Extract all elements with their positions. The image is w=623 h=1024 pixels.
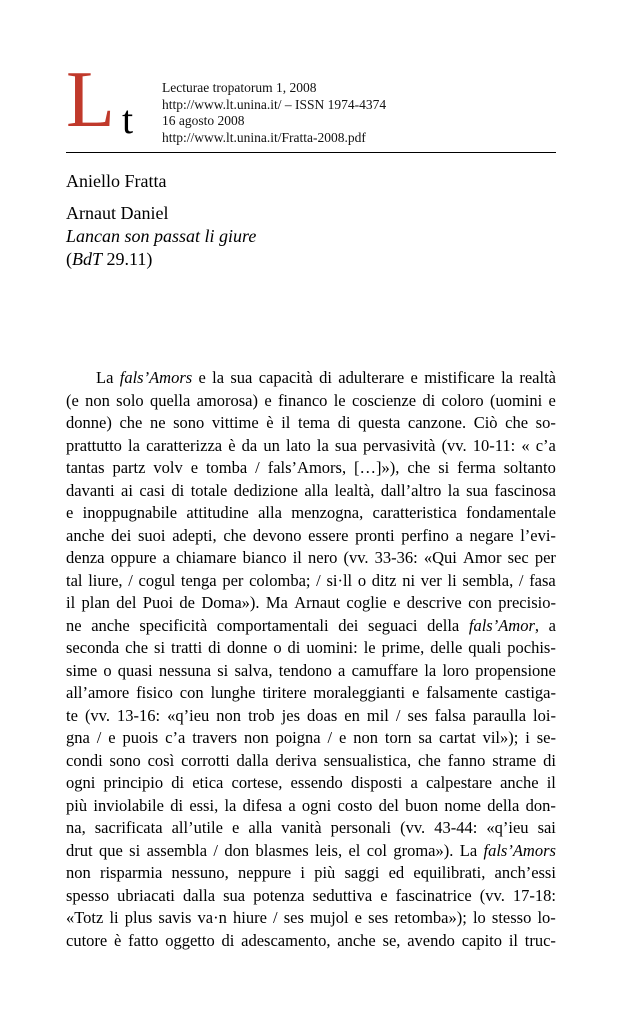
bdt-reference: (BdT 29.11) [66,249,153,269]
journal-issue: Lecturae tropatorum 1, 2008 [162,80,317,95]
body-line: denza oppure a chiamare bianco il nero (vv. 33-36: «Qui Amor sec per [66,548,556,567]
journal-header [162,80,386,146]
body-line: tal liure, / cogul tenga per colomba; / si·ll o ditz ni ver li sembla, / fasa [66,570,556,590]
poem-title: Lancan son passat li giure [66,226,257,246]
body-line: tantas partz volv e tomba / fals’Amors, […]»), che si ferma soltanto [66,458,556,477]
body-line: (e non solo quella amorosa) e financo le coscienze di coloro (uomini e [66,390,556,410]
journal-logo [66,56,156,144]
body-line: spesso ubriacati dalla sua potenza seduttiva e fascinatrice (vv. 17-18: [66,885,556,905]
body-line: seconda che si tratti di donne o di uomini: le prime, delle quali pochis- [66,638,556,657]
troubadour-name: Arnaut Daniel [66,203,169,223]
body-line: anche dei suoi adepti, che devono essere pronti perfino a negare l’evi- [66,525,556,545]
header-rule [66,152,556,153]
body-line: condi sono così corrotti dalla deriva sensualistica, che fanno strame di [66,750,556,770]
body-line: ne anche specificità comportamentali dei seguaci della fals’Amor, a [66,615,556,635]
body-line: na, sacrificata all’utile e alla vanità personali (vv. 43-44: «q’ieu sai [66,818,556,837]
article-title-block [66,202,256,271]
body-line: davanti ai casi di totale dedizione alla lealtà, dall’altro la sua fascinosa [66,480,556,500]
body-line: cutore è fatto oggetto di adescamento, anche se, avendo capito il truc- [66,930,556,950]
body-line: il plan del Puoi de Doma»). Ma Arnaut coglie e descrive con precisio- [66,593,556,612]
logo-letter-l: L [66,56,115,144]
publication-date: 16 agosto 2008 [162,113,245,129]
body-line: non risparmia nessuno, neppure i più saggi ed equilibrati, anch’essi [66,863,556,882]
journal-url-issn: http://www.lt.unina.it/ – ISSN 1974-4374 [162,96,387,112]
body-line: più inviolabile di essi, la difesa a ogni costo del buon nome della don- [66,795,556,815]
article-author: Aniello Fratta [66,171,167,191]
body-line: donne) che ne sono vittime è il tema di questa canzone. Ciò che so- [66,413,556,432]
logo-letter-t: t [122,97,134,142]
body-line: ogni principio di etica cortese, essendo disposti a calpestare anche il [66,773,556,792]
article-pdf-url: http://www.lt.unina.it/Fratta-2008.pdf [162,129,366,145]
body-line: te (vv. 13-16: «q’ieu non trob jes doas en mil / ses falsa paraulla loi- [66,705,556,725]
body-line: sime o quasi nessuna si salva, tendono a camuffare la loro propensione [66,660,556,680]
body-line: gna / e puois c’a travers non poigna / e non torn sa cartat vil»); i se- [66,728,556,747]
body-line: «Totz li plus savis va·n hiure / ses mujol e ses retomba»); lo stesso lo- [66,908,556,927]
body-line: all’amore fisico con lunghe tiritere moraleggianti e falsamente castiga- [66,683,556,702]
body-line: e inoppugnabile attitudine alla menzogna, caratteristica fondamentale [66,503,556,522]
body-line: La fals’Amors e la sua capacità di adulterare e mistificare la realtà [96,368,556,387]
article-body [66,367,556,952]
body-line: prattutto la caratterizza è da un lato la sua pervasività (vv. 10-11: « c’a [66,435,556,455]
body-line: drut que si assembla / don blasmes leis, el col groma»). La fals’Amors [66,840,556,860]
